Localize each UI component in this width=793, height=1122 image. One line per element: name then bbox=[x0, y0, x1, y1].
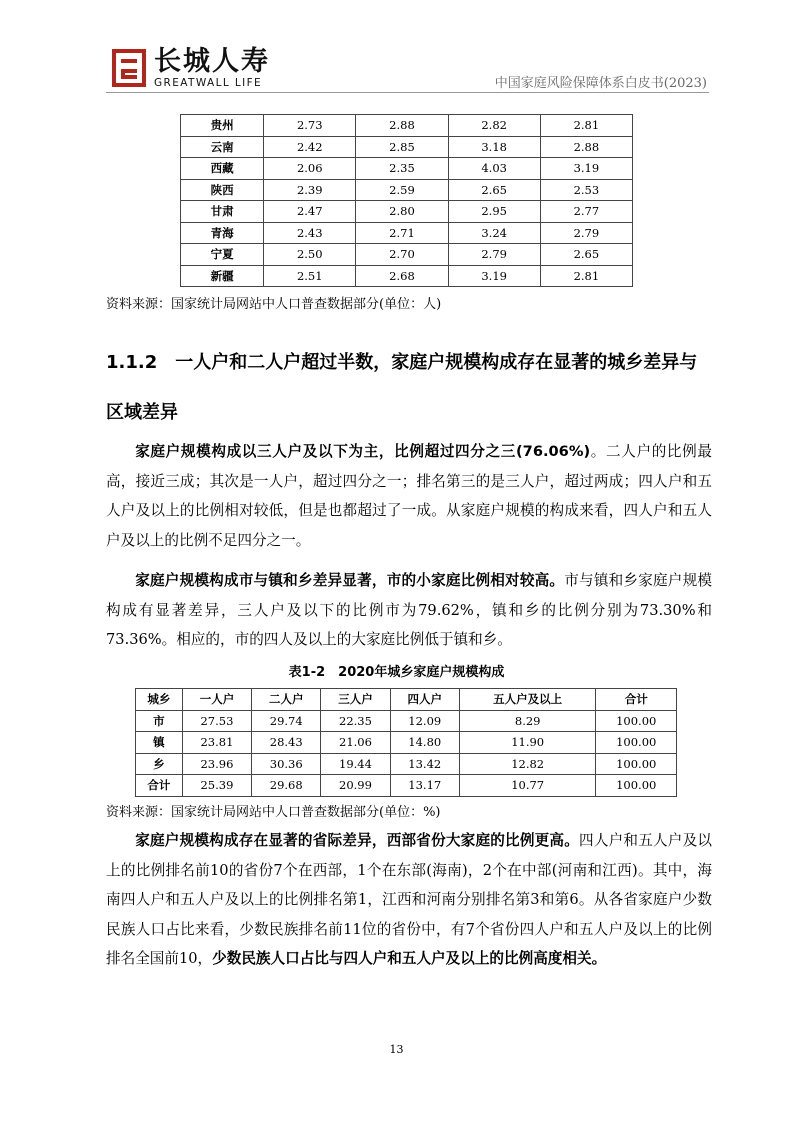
paragraph-2-bold: 家庭户规模构成市与镇和乡差异显著，市的小家庭比例相对较高。 bbox=[135, 572, 565, 589]
table-row bbox=[181, 265, 633, 287]
table-row bbox=[136, 753, 677, 775]
value-cell: 2.81 bbox=[540, 265, 632, 287]
value-cell: 2.65 bbox=[540, 244, 632, 266]
value-cell: 2.43 bbox=[264, 222, 356, 244]
table-row bbox=[136, 775, 677, 797]
value-cell: 3.18 bbox=[448, 136, 540, 158]
table-row bbox=[181, 115, 633, 137]
column-header: 城乡 bbox=[136, 689, 183, 711]
column-header: 四人户 bbox=[390, 689, 459, 711]
value-cell: 3.19 bbox=[540, 158, 632, 180]
column-header: 五人户及以上 bbox=[459, 689, 596, 711]
value-cell: 100.00 bbox=[596, 710, 677, 732]
value-cell: 23.81 bbox=[182, 732, 251, 754]
column-header: 二人户 bbox=[252, 689, 321, 711]
value-cell: 12.82 bbox=[459, 753, 596, 775]
value-cell: 2.06 bbox=[264, 158, 356, 180]
row-label-cell: 陕西 bbox=[181, 179, 264, 201]
value-cell: 28.43 bbox=[252, 732, 321, 754]
row-label-cell: 宁夏 bbox=[181, 244, 264, 266]
company-logo bbox=[112, 47, 270, 89]
table2-source: 资料来源：国家统计局网站中人口普查数据部分(单位：%) bbox=[106, 805, 441, 820]
urban-rural-household-table bbox=[135, 688, 677, 797]
table-row bbox=[181, 158, 633, 180]
value-cell: 2.50 bbox=[264, 244, 356, 266]
value-cell: 2.51 bbox=[264, 265, 356, 287]
value-cell: 2.65 bbox=[448, 179, 540, 201]
value-cell: 100.00 bbox=[596, 753, 677, 775]
logo-chinese-name: 长城人寿 bbox=[154, 46, 270, 77]
value-cell: 2.79 bbox=[540, 222, 632, 244]
value-cell: 13.17 bbox=[390, 775, 459, 797]
column-header: 三人户 bbox=[321, 689, 390, 711]
paragraph-1-text: 。二人户的比例最高，接近三成；其次是一人户，超过四分之一；排名第三的是三人户，超过两成；四人户和五人户及以上的比例相对较低，但是也都超过了一成。从家庭户规模的构成来看，四人户和五人户及以上的比例不足四分之一。 bbox=[106, 443, 712, 549]
value-cell: 2.47 bbox=[264, 201, 356, 223]
table2-caption: 表1-2 2020年城乡家庭户规模构成 bbox=[288, 665, 505, 680]
row-label-cell: 新疆 bbox=[181, 265, 264, 287]
value-cell: 2.88 bbox=[356, 115, 448, 137]
value-cell: 22.35 bbox=[321, 710, 390, 732]
value-cell: 23.96 bbox=[182, 753, 251, 775]
logo-english-name: GREATWALL LIFE bbox=[154, 77, 263, 89]
paragraph-2 bbox=[106, 566, 712, 655]
row-label-cell: 合计 bbox=[136, 775, 183, 797]
document-title: 中国家庭风险保障体系白皮书(2023) bbox=[494, 76, 707, 91]
value-cell: 2.88 bbox=[540, 136, 632, 158]
paragraph-3 bbox=[106, 826, 712, 974]
value-cell: 2.80 bbox=[356, 201, 448, 223]
value-cell: 2.42 bbox=[264, 136, 356, 158]
section-heading: 1.1.2 一人户和二人户超过半数，家庭户规模构成存在显著的城乡差异与区域差异 bbox=[106, 352, 698, 423]
value-cell: 2.59 bbox=[356, 179, 448, 201]
page-header bbox=[0, 0, 793, 100]
value-cell: 30.36 bbox=[252, 753, 321, 775]
value-cell: 2.82 bbox=[448, 115, 540, 137]
value-cell: 2.73 bbox=[264, 115, 356, 137]
value-cell: 4.03 bbox=[448, 158, 540, 180]
province-household-table bbox=[180, 114, 633, 287]
paragraph-1 bbox=[106, 437, 712, 555]
value-cell: 10.77 bbox=[459, 775, 596, 797]
table-row bbox=[181, 136, 633, 158]
table-row bbox=[181, 201, 633, 223]
value-cell: 20.99 bbox=[321, 775, 390, 797]
value-cell: 2.81 bbox=[540, 115, 632, 137]
value-cell: 14.80 bbox=[390, 732, 459, 754]
table-row bbox=[136, 710, 677, 732]
value-cell: 3.24 bbox=[448, 222, 540, 244]
value-cell: 2.77 bbox=[540, 201, 632, 223]
paragraph-3-bold-end: 少数民族人口占比与四人户和五人户及以上的比例高度相关。 bbox=[212, 950, 607, 967]
row-label-cell: 镇 bbox=[136, 732, 183, 754]
value-cell: 2.71 bbox=[356, 222, 448, 244]
row-label-cell: 青海 bbox=[181, 222, 264, 244]
table-row bbox=[181, 244, 633, 266]
value-cell: 29.74 bbox=[252, 710, 321, 732]
value-cell: 2.35 bbox=[356, 158, 448, 180]
row-label-cell: 乡 bbox=[136, 753, 183, 775]
row-label-cell: 贵州 bbox=[181, 115, 264, 137]
value-cell: 19.44 bbox=[321, 753, 390, 775]
value-cell: 2.68 bbox=[356, 265, 448, 287]
value-cell: 13.42 bbox=[390, 753, 459, 775]
page-number: 13 bbox=[389, 1043, 404, 1056]
value-cell: 2.70 bbox=[356, 244, 448, 266]
value-cell: 2.39 bbox=[264, 179, 356, 201]
value-cell: 2.85 bbox=[356, 136, 448, 158]
value-cell: 8.29 bbox=[459, 710, 596, 732]
value-cell: 100.00 bbox=[596, 732, 677, 754]
logo-mark-icon bbox=[112, 49, 146, 87]
value-cell: 21.06 bbox=[321, 732, 390, 754]
value-cell: 100.00 bbox=[596, 775, 677, 797]
value-cell: 11.90 bbox=[459, 732, 596, 754]
value-cell: 3.19 bbox=[448, 265, 540, 287]
header-divider bbox=[106, 92, 709, 93]
value-cell: 29.68 bbox=[252, 775, 321, 797]
paragraph-2-text: 市与镇和乡家庭户规模构成有显著差异，三人户及以下的比例市为79.62%，镇和乡的比例分别为73.30%和73.36%。相应的，市的四人及以上的大家庭比例低于镇和乡。 bbox=[106, 572, 712, 648]
row-label-cell: 市 bbox=[136, 710, 183, 732]
row-label-cell: 云南 bbox=[181, 136, 264, 158]
paragraph-3-bold: 家庭户规模构成存在显著的省际差异，西部省份大家庭的比例更高。 bbox=[135, 832, 580, 849]
paragraph-3-text: 四人户和五人户及以上的比例排名前10的省份7个在西部，1个在东部(海南)，2个在中部(河南和江西)。其中，海南四人户和五人户及以上的比例排名第1，江西和河南分别排名第3和第6。从各省家庭户少数民族人口占比来看，少数民族排名前11位的省份中，有7个省份四人户和五人户及以上的比例排名全国前10， bbox=[106, 832, 712, 967]
table1-source: 资料来源：国家统计局网站中人口普查数据部分(单位：人) bbox=[106, 297, 442, 312]
value-cell: 2.79 bbox=[448, 244, 540, 266]
table-row bbox=[181, 179, 633, 201]
column-header: 一人户 bbox=[182, 689, 251, 711]
table-row bbox=[136, 732, 677, 754]
value-cell: 27.53 bbox=[182, 710, 251, 732]
table-row bbox=[181, 222, 633, 244]
value-cell: 25.39 bbox=[182, 775, 251, 797]
row-label-cell: 甘肃 bbox=[181, 201, 264, 223]
paragraph-1-bold: 家庭户规模构成以三人户及以下为主，比例超过四分之三(76.06%) bbox=[135, 443, 591, 460]
column-header: 合计 bbox=[596, 689, 677, 711]
value-cell: 2.95 bbox=[448, 201, 540, 223]
value-cell: 12.09 bbox=[390, 710, 459, 732]
value-cell: 2.53 bbox=[540, 179, 632, 201]
row-label-cell: 西藏 bbox=[181, 158, 264, 180]
